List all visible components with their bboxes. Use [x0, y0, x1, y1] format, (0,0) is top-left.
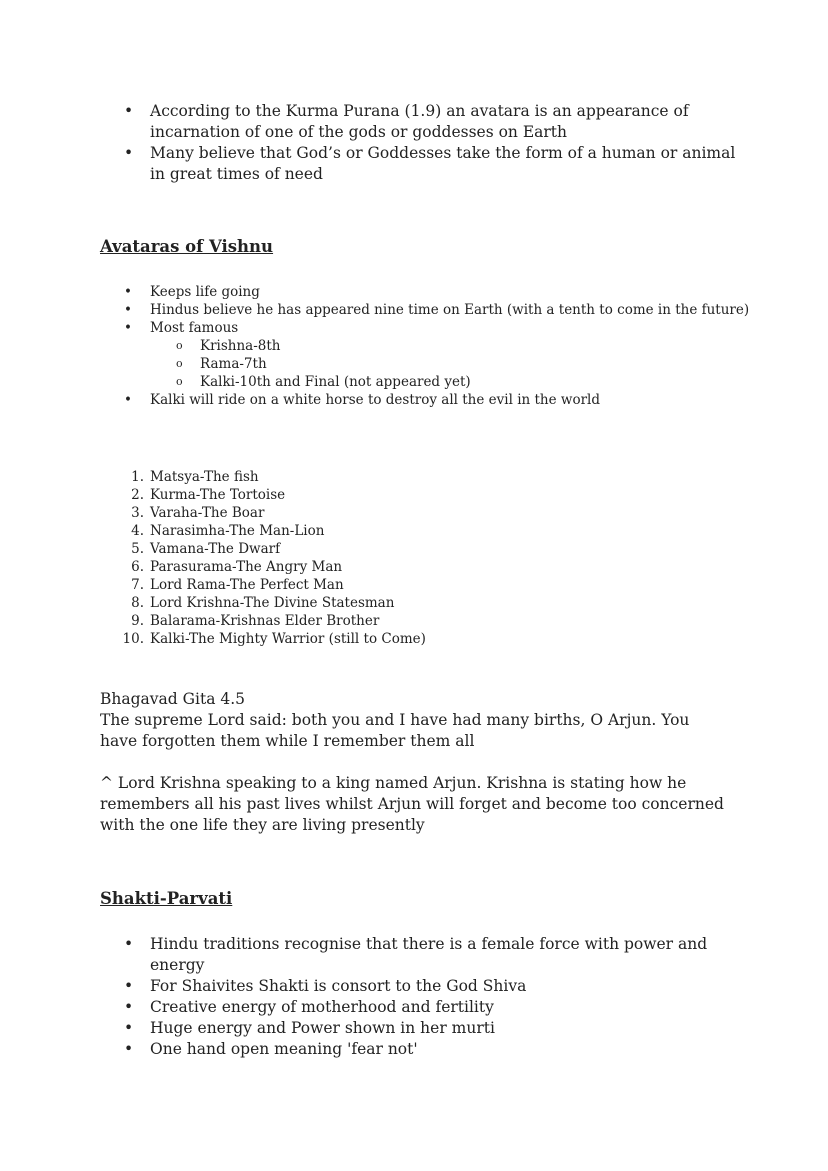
sub-list-item: o Rama-7th [100, 355, 760, 373]
item-text: Kurma-The Tortoise [150, 487, 286, 503]
item-number: 9. [131, 613, 144, 629]
item-number: 6. [131, 559, 144, 575]
list-item: • Hindu traditions recognise that there is a female force with power and energy [100, 934, 720, 976]
list-item: • Kalki will ride on a white horse to destroy all the evil in the world [100, 391, 760, 409]
gita-quote: The supreme Lord said: both you and I have had many births, O Arjun. You have forgotten them while I remember them all [100, 711, 690, 750]
list-item: • Most famous [100, 319, 760, 337]
item-text: Balarama-Krishnas Elder Brother [150, 613, 380, 629]
numbered-item [100, 594, 600, 612]
shakti-bullet-list [100, 934, 720, 1060]
item-number: 4. [131, 523, 144, 539]
item-text: Varaha-The Boar [150, 505, 265, 521]
section-heading-vishnu: Avataras of Vishnu [100, 237, 274, 256]
section-heading-shakti: Shakti-Parvati [100, 889, 233, 908]
list-item: • Hindus believe he has appeared nine time on Earth (with a tenth to come in the future) [100, 301, 760, 319]
item-text: Parasurama-The Angry Man [150, 559, 343, 575]
numbered-item [100, 630, 600, 648]
list-item: • Many believe that God’s or Goddesses take the form of a human or animal in great times of need [100, 143, 740, 185]
list-item: • According to the Kurma Purana (1.9) an avatara is an appearance of incarnation of one of the gods or goddesses on Earth [100, 101, 740, 143]
list-item: • Creative energy of motherhood and fertility [100, 997, 720, 1018]
item-text: Kalki-The Mighty Warrior (still to Come) [150, 631, 426, 647]
intro-bullet-list [100, 101, 740, 185]
item-number: 8. [131, 595, 144, 611]
item-number: 1. [131, 469, 144, 485]
item-text: Narasimha-The Man-Lion [150, 523, 325, 539]
numbered-item [100, 558, 600, 576]
list-item: • For Shaivites Shakti is consort to the God Shiva [100, 976, 720, 997]
numbered-item [100, 486, 600, 504]
item-text: Lord Krishna-The Divine Statesman [150, 595, 395, 611]
item-text: Matsya-The fish [150, 469, 259, 485]
item-number: 2. [131, 487, 144, 503]
numbered-item [100, 540, 600, 558]
numbered-item [100, 522, 600, 540]
item-number: 10. [122, 631, 144, 647]
sub-list-item: o Krishna-8th [100, 337, 760, 355]
vishnu-bullet-section [100, 283, 760, 409]
item-number: 7. [131, 577, 144, 593]
item-text: Vamana-The Dwarf [150, 541, 281, 557]
avatar-numbered-list [100, 468, 600, 648]
list-item: • One hand open meaning 'fear not' [100, 1039, 720, 1060]
item-text: Lord Rama-The Perfect Man [150, 577, 344, 593]
numbered-item [100, 504, 600, 522]
gita-note: ^ Lord Krishna speaking to a king named Arjun. Krishna is stating how he remembers all his past lives whilst Arjun will forget and become too concerned with the one life they are living presently [100, 774, 724, 834]
list-item: • Huge energy and Power shown in her murti [100, 1018, 720, 1039]
item-number: 3. [131, 505, 144, 521]
sub-list-item: o Kalki-10th and Final (not appeared yet) [100, 373, 760, 391]
item-number: 5. [131, 541, 144, 557]
sub-bullet-list [100, 337, 760, 391]
gita-title: Bhagavad Gita 4.5 [100, 690, 246, 708]
list-item: • Keeps life going [100, 283, 760, 301]
numbered-item [100, 468, 600, 486]
gita-section [100, 689, 730, 836]
numbered-item [100, 612, 600, 630]
numbered-item [100, 576, 600, 594]
